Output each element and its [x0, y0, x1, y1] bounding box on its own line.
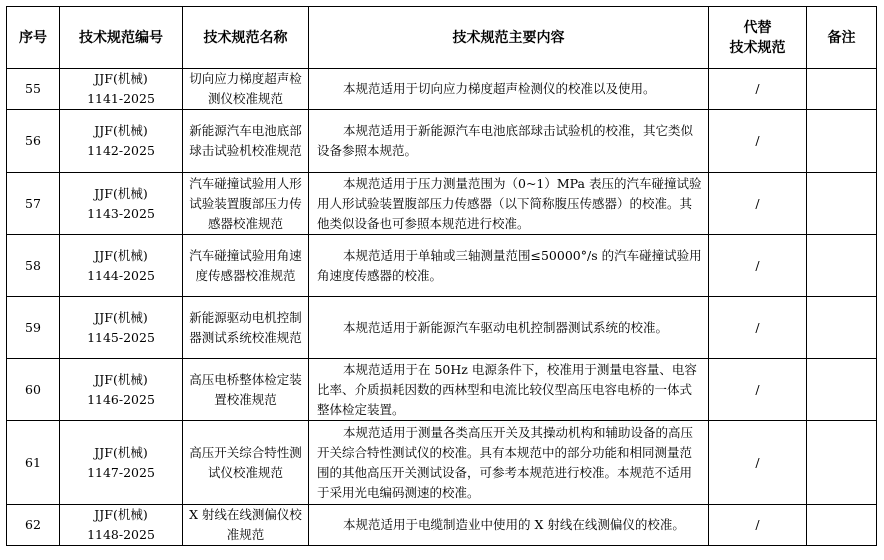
header-content: 技术规范主要内容: [309, 7, 709, 69]
cell-code: JJF(机械) 1143-2025: [60, 173, 183, 235]
cell-replace: /: [709, 297, 807, 359]
cell-name: 高压开关综合特性测试仪校准规范: [183, 421, 309, 505]
cell-code: JJF(机械) 1145-2025: [60, 297, 183, 359]
cell-replace: /: [709, 69, 807, 110]
cell-name: 汽车碰撞试验用角速度传感器校准规范: [183, 235, 309, 297]
standards-table: [6, 6, 877, 546]
cell-code: JJF(机械) 1147-2025: [60, 421, 183, 505]
cell-name: 高压电桥整体检定装置校准规范: [183, 359, 309, 421]
cell-note: [807, 421, 877, 505]
table-row: [7, 173, 877, 235]
header-name: 技术规范名称: [183, 7, 309, 69]
cell-replace: /: [709, 173, 807, 235]
header-seq: 序号: [7, 7, 60, 69]
table-row: [7, 505, 877, 546]
cell-seq: 56: [7, 110, 60, 173]
cell-note: [807, 297, 877, 359]
table-row: [7, 297, 877, 359]
cell-note: [807, 235, 877, 297]
cell-replace: /: [709, 110, 807, 173]
cell-replace: /: [709, 505, 807, 546]
header-row: [7, 7, 877, 69]
header-note: 备注: [807, 7, 877, 69]
cell-seq: 58: [7, 235, 60, 297]
cell-content: 本规范适用于新能源汽车驱动电机控制器测试系统的校准。: [309, 297, 709, 359]
cell-content: 本规范适用于单轴或三轴测量范围≤50000°/s 的汽车碰撞试验用角速度传感器的校准。: [309, 235, 709, 297]
cell-note: [807, 505, 877, 546]
cell-code: JJF(机械) 1142-2025: [60, 110, 183, 173]
cell-note: [807, 69, 877, 110]
cell-seq: 55: [7, 69, 60, 110]
cell-note: [807, 359, 877, 421]
cell-content: 本规范适用于切向应力梯度超声检测仪的校准以及使用。: [309, 69, 709, 110]
cell-note: [807, 173, 877, 235]
table-row: [7, 359, 877, 421]
cell-content: 本规范适用于测量各类高压开关及其操动机构和辅助设备的高压开关综合特性测试仪的校准。具有本规范中的部分功能和相同测量范围的其他高压开关测试设备，可参考本规范进行校准。本规范不适用于采用光电编码测速的校准。: [309, 421, 709, 505]
cell-code: JJF(机械) 1148-2025: [60, 505, 183, 546]
cell-seq: 62: [7, 505, 60, 546]
cell-code: JJF(机械) 1141-2025: [60, 69, 183, 110]
cell-seq: 59: [7, 297, 60, 359]
cell-code: JJF(机械) 1146-2025: [60, 359, 183, 421]
table-row: [7, 421, 877, 505]
cell-seq: 60: [7, 359, 60, 421]
cell-replace: /: [709, 235, 807, 297]
cell-name: 汽车碰撞试验用人形试验装置腹部压力传感器校准规范: [183, 173, 309, 235]
table-row: [7, 235, 877, 297]
cell-name: 新能源汽车电池底部球击试验机校准规范: [183, 110, 309, 173]
cell-content: 本规范适用于电缆制造业中使用的 X 射线在线测偏仪的校准。: [309, 505, 709, 546]
cell-content: 本规范适用于压力测量范围为（0~1）MPa 表压的汽车碰撞试验用人形试验装置腹部压力传感器（以下简称腹压传感器）的校准。其他类似设备也可参照本规范进行校准。: [309, 173, 709, 235]
cell-name: 切向应力梯度超声检测仪校准规范: [183, 69, 309, 110]
cell-name: 新能源驱动电机控制器测试系统校准规范: [183, 297, 309, 359]
cell-note: [807, 110, 877, 173]
header-replace: [709, 7, 807, 69]
table-row: [7, 110, 877, 173]
cell-replace: /: [709, 359, 807, 421]
cell-seq: 61: [7, 421, 60, 505]
cell-name: X 射线在线测偏仪校准规范: [183, 505, 309, 546]
table-row: [7, 69, 877, 110]
cell-replace: /: [709, 421, 807, 505]
cell-content: 本规范适用于在 50Hz 电源条件下，校准用于测量电容量、电容比率、介质损耗因数的西林型和电流比较仪型高压电容电桥的一体式整体检定装置。: [309, 359, 709, 421]
cell-seq: 57: [7, 173, 60, 235]
header-code: 技术规范编号: [60, 7, 183, 69]
header-replace-line1: 代替: [743, 19, 772, 36]
cell-code: JJF(机械) 1144-2025: [60, 235, 183, 297]
header-replace-line2: 技术规范: [729, 39, 786, 56]
cell-content: 本规范适用于新能源汽车电池底部球击试验机的校准，其它类似设备参照本规范。: [309, 110, 709, 173]
